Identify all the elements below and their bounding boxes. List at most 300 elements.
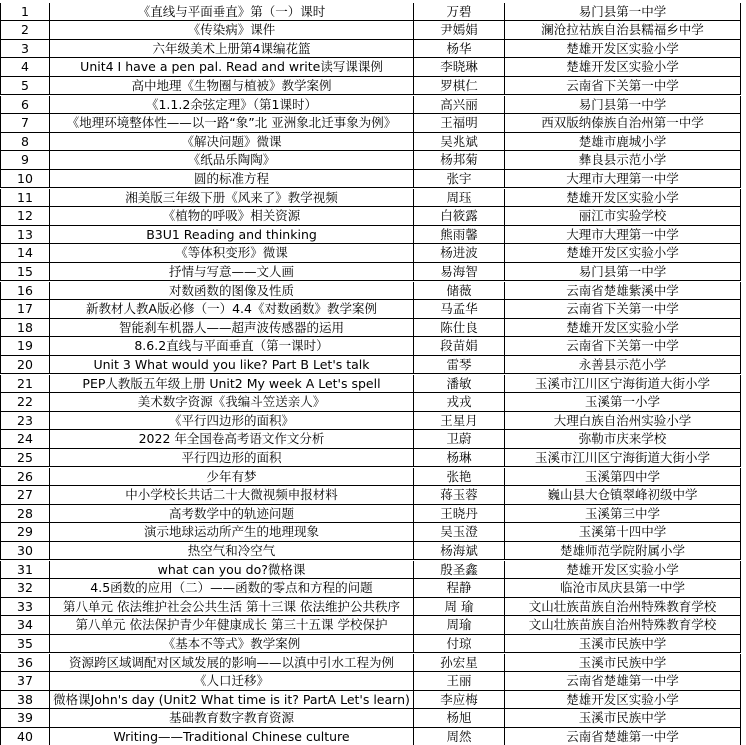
school-name-cell <box>505 337 741 356</box>
row-number: 3 <box>21 40 29 56</box>
school-name: 大理市大理第一中学 <box>566 170 679 186</box>
resource-title: 圆的标准方程 <box>193 170 269 186</box>
school-name: 云南省楚雄第一中学 <box>566 673 679 689</box>
row-number-cell <box>0 709 50 728</box>
row-number: 32 <box>17 580 33 596</box>
row-number-cell <box>0 244 50 263</box>
row-number-cell <box>0 654 50 673</box>
author-name: 卫蔚 <box>446 431 472 447</box>
author-name: 段苗娟 <box>440 338 478 354</box>
row-number: 18 <box>17 319 33 335</box>
school-name-cell <box>505 616 741 635</box>
school-name: 玉溪市江川区宁海街道大街小学 <box>534 449 710 465</box>
author-name: 杨琳 <box>446 449 472 465</box>
school-name-cell <box>505 300 741 319</box>
author-name-cell <box>414 449 505 468</box>
table-row <box>0 468 746 487</box>
author-name-cell <box>414 635 505 654</box>
resource-title-cell <box>50 635 414 654</box>
row-number: 26 <box>17 468 33 484</box>
resource-title: 8.6.2直线与平面垂直（第一课时） <box>134 338 329 354</box>
school-name-cell <box>505 486 741 505</box>
row-number: 40 <box>17 728 33 744</box>
author-name: 付琼 <box>446 635 472 651</box>
row-number-cell <box>0 21 50 40</box>
table-row <box>0 282 746 301</box>
author-name-cell <box>414 486 505 505</box>
author-name: 李应梅 <box>440 691 478 707</box>
resource-title: 《解决问题》微课 <box>181 133 282 149</box>
row-number: 9 <box>21 152 29 168</box>
author-name-cell <box>414 133 505 152</box>
author-name-cell <box>414 561 505 580</box>
table-row <box>0 691 746 710</box>
row-number-cell <box>0 672 50 691</box>
author-name-cell <box>414 96 505 115</box>
row-number: 29 <box>17 524 33 540</box>
row-number: 20 <box>17 356 33 372</box>
resource-title-cell <box>50 505 414 524</box>
school-name-cell <box>505 598 741 617</box>
table-row <box>0 579 746 598</box>
school-name-cell <box>505 133 741 152</box>
author-name: 储薇 <box>446 282 472 298</box>
row-number: 39 <box>17 710 33 726</box>
row-number-cell <box>0 133 50 152</box>
author-name: 周然 <box>446 728 472 744</box>
resource-title: Unit4 I have a pen pal. Read and write读写课课例 <box>80 59 383 75</box>
row-number: 30 <box>17 542 33 558</box>
row-number: 33 <box>17 598 33 614</box>
school-name-cell <box>505 189 741 208</box>
author-name-cell <box>414 337 505 356</box>
author-name-cell <box>414 58 505 77</box>
school-name: 云南省下关第一中学 <box>566 338 679 354</box>
resource-title: 平行四边形的面积 <box>181 449 282 465</box>
row-number-cell <box>0 691 50 710</box>
table-row <box>0 598 746 617</box>
school-name: 易门县第一中学 <box>578 96 667 112</box>
resource-title-cell <box>50 300 414 319</box>
resource-title: 2022 年全国卷高考语文作文分析 <box>138 431 325 447</box>
school-name: 永善县示范小学 <box>578 356 667 372</box>
author-name-cell <box>414 319 505 338</box>
resource-title: 少年有梦 <box>206 468 257 484</box>
author-name-cell <box>414 654 505 673</box>
row-number-cell <box>0 616 50 635</box>
author-name-cell <box>414 505 505 524</box>
resource-title: 第八单元 依法维护社会公共生活 第十三课 依法维护公共秩序 <box>63 598 400 614</box>
author-name: 杨海斌 <box>440 542 478 558</box>
school-name: 玉溪第三中学 <box>584 505 660 521</box>
author-name-cell <box>414 412 505 431</box>
author-name: 李晓琳 <box>440 59 478 75</box>
author-name: 杨旭 <box>446 710 472 726</box>
school-name-cell <box>505 207 741 226</box>
author-name: 马孟华 <box>440 301 478 317</box>
author-name: 杨邦菊 <box>440 152 478 168</box>
school-name-cell <box>505 319 741 338</box>
author-name-cell <box>414 207 505 226</box>
author-name-cell <box>414 616 505 635</box>
row-number: 16 <box>17 282 33 298</box>
resource-title-cell <box>50 3 414 22</box>
author-name: 尹嫣娟 <box>440 22 478 38</box>
author-name-cell <box>414 356 505 375</box>
school-name-cell <box>505 542 741 561</box>
school-name: 楚雄开发区实验小学 <box>566 59 679 75</box>
row-number: 21 <box>17 375 33 391</box>
resource-title-cell <box>50 21 414 40</box>
resource-title-cell <box>50 207 414 226</box>
row-number-cell <box>0 40 50 59</box>
row-number-cell <box>0 189 50 208</box>
resource-title-cell <box>50 561 414 580</box>
author-name: 杨进波 <box>440 245 478 261</box>
school-name-cell <box>505 561 741 580</box>
author-name: 王晓丹 <box>440 505 478 521</box>
school-name-cell <box>505 375 741 394</box>
row-number-cell <box>0 337 50 356</box>
resource-title-cell <box>50 468 414 487</box>
school-name: 楚雄市鹿城小学 <box>578 133 667 149</box>
row-number-cell <box>0 598 50 617</box>
row-number: 15 <box>17 263 33 279</box>
resource-title: 《等体积变形》微课 <box>175 245 288 261</box>
author-name: 孙宏星 <box>440 654 478 670</box>
resource-title-cell <box>50 282 414 301</box>
resource-title: 《平行四边形的面积》 <box>168 412 294 428</box>
author-name: 王丽 <box>446 673 472 689</box>
school-name-cell <box>505 151 741 170</box>
school-name: 玉溪第四中学 <box>584 468 660 484</box>
table-row <box>0 616 746 635</box>
school-name-cell <box>505 114 741 133</box>
row-number-cell <box>0 170 50 189</box>
school-name: 楚雄开发区实验小学 <box>566 189 679 205</box>
resource-title: 演示地球运动所产生的地理现象 <box>143 524 319 540</box>
resource-title: 《人口迁移》 <box>193 673 269 689</box>
resource-title: 《基本不等式》教学案例 <box>162 635 301 651</box>
resource-title-cell <box>50 263 414 282</box>
school-name-cell <box>505 523 741 542</box>
author-name-cell <box>414 189 505 208</box>
resource-title-cell <box>50 170 414 189</box>
resource-title: 第八单元 依法保护青少年健康成长 第三十五课 学校保护 <box>75 617 388 633</box>
author-name: 周瑜 <box>446 617 472 633</box>
resource-title-cell <box>50 58 414 77</box>
author-name: 周 瑜 <box>444 598 474 614</box>
row-number: 19 <box>17 338 33 354</box>
school-name: 巍山县大仓镇翠峰初级中学 <box>547 487 698 503</box>
author-name-cell <box>414 672 505 691</box>
school-name-cell <box>505 77 741 96</box>
resource-title-cell <box>50 151 414 170</box>
row-number-cell <box>0 449 50 468</box>
row-number: 8 <box>21 133 29 149</box>
row-number-cell <box>0 319 50 338</box>
school-name: 玉溪市江川区宁海街道大街小学 <box>534 375 710 391</box>
resource-title: Unit 3 What would you like? Part B Let's talk <box>93 356 370 372</box>
row-number-cell <box>0 579 50 598</box>
author-name: 蒋玉蓉 <box>440 487 478 503</box>
school-name-cell <box>505 96 741 115</box>
table-row <box>0 356 746 375</box>
school-name-cell <box>505 709 741 728</box>
resource-title-cell <box>50 319 414 338</box>
table-row <box>0 189 746 208</box>
resource-title-cell <box>50 728 414 745</box>
table-row <box>0 654 746 673</box>
table-row <box>0 77 746 96</box>
row-number-cell <box>0 151 50 170</box>
resource-title: 高考数学中的轨迹问题 <box>168 505 294 521</box>
school-name-cell <box>505 449 741 468</box>
table-row <box>0 207 746 226</box>
author-name-cell <box>414 77 505 96</box>
resource-title: 《传染病》课件 <box>187 22 276 38</box>
author-name: 高兴丽 <box>440 96 478 112</box>
table-row <box>0 151 746 170</box>
author-name-cell <box>414 691 505 710</box>
resource-title: 基础教育数字教育资源 <box>168 710 294 726</box>
author-name: 张宇 <box>446 170 472 186</box>
author-name-cell <box>414 244 505 263</box>
row-number: 38 <box>17 691 33 707</box>
author-name-cell <box>414 3 505 22</box>
school-name: 文山壮族苗族自治州特殊教育学校 <box>528 617 717 633</box>
author-name: 戎戎 <box>446 394 472 410</box>
resource-title: 对数函数的图像及性质 <box>168 282 294 298</box>
author-name-cell <box>414 728 505 745</box>
resource-title-cell <box>50 523 414 542</box>
table-row <box>0 449 746 468</box>
author-name-cell <box>414 523 505 542</box>
school-name: 楚雄开发区实验小学 <box>566 319 679 335</box>
row-number-cell <box>0 300 50 319</box>
resource-title: 智能刹车机器人——超声波传感器的运用 <box>118 319 344 335</box>
school-name-cell <box>505 58 741 77</box>
table-row <box>0 412 746 431</box>
resource-title-cell <box>50 430 414 449</box>
resource-title: 湘美版三年级下册《风来了》教学视频 <box>125 189 338 205</box>
school-name: 玉溪市民族中学 <box>578 635 667 651</box>
resource-title: 4.5函数的应用（二）——函数的零点和方程的问题 <box>90 580 373 596</box>
row-number: 36 <box>17 654 33 670</box>
resource-title-cell <box>50 375 414 394</box>
resource-title: 《植物的呼吸》相关资源 <box>162 208 301 224</box>
table-row <box>0 133 746 152</box>
school-name: 文山壮族苗族自治州特殊教育学校 <box>528 598 717 614</box>
school-name: 云南省楚雄第一中学 <box>566 728 679 744</box>
resource-title: 高中地理《生物圈与植被》教学案例 <box>131 77 332 93</box>
school-name: 楚雄开发区实验小学 <box>566 561 679 577</box>
school-name-cell <box>505 282 741 301</box>
author-name: 罗棋仁 <box>440 77 478 93</box>
author-name-cell <box>414 170 505 189</box>
school-name: 玉溪市民族中学 <box>578 654 667 670</box>
author-name-cell <box>414 430 505 449</box>
row-number-cell <box>0 96 50 115</box>
school-name: 玉溪市民族中学 <box>578 710 667 726</box>
resource-title-cell <box>50 709 414 728</box>
resource-title: 新教材人教A版必修（一）4.4《对数函数》教学案例 <box>86 301 377 317</box>
author-name-cell <box>414 542 505 561</box>
row-number-cell <box>0 523 50 542</box>
table-row <box>0 21 746 40</box>
table-row <box>0 542 746 561</box>
author-name: 吴玉澄 <box>440 524 478 540</box>
school-name-cell <box>505 579 741 598</box>
row-number: 2 <box>21 22 29 38</box>
row-number: 24 <box>17 431 33 447</box>
school-name-cell <box>505 226 741 245</box>
table-row <box>0 393 746 412</box>
resource-title: 中小学校长共话二十大微视频申报材料 <box>125 487 338 503</box>
school-name: 云南省下关第一中学 <box>566 77 679 93</box>
school-name: 楚雄开发区实验小学 <box>566 245 679 261</box>
resource-title-cell <box>50 226 414 245</box>
table-row <box>0 486 746 505</box>
row-number: 35 <box>17 635 33 651</box>
resource-title: 抒情与写意——文人画 <box>168 263 294 279</box>
table-row <box>0 523 746 542</box>
row-number-cell <box>0 58 50 77</box>
author-name-cell <box>414 282 505 301</box>
school-name: 丽江市实验学校 <box>578 208 667 224</box>
row-number-cell <box>0 393 50 412</box>
resource-title-cell <box>50 114 414 133</box>
table-row <box>0 114 746 133</box>
resource-title-cell <box>50 244 414 263</box>
row-number: 37 <box>17 673 33 689</box>
resource-title: 美术数字资源《我编斗笠送亲人》 <box>137 394 326 410</box>
row-number-cell <box>0 430 50 449</box>
row-number-cell <box>0 207 50 226</box>
school-name: 大理白族自治州实验小学 <box>553 412 692 428</box>
resource-title-cell <box>50 96 414 115</box>
row-number: 17 <box>17 301 33 317</box>
resource-title-cell <box>50 337 414 356</box>
school-name: 云南省下关第一中学 <box>566 301 679 317</box>
school-name: 易门县第一中学 <box>578 263 667 279</box>
resource-title-cell <box>50 672 414 691</box>
resource-title: PEP人教版五年级上册 Unit2 My week A Let's spell <box>82 375 381 391</box>
resource-title-cell <box>50 356 414 375</box>
row-number: 4 <box>21 59 29 75</box>
school-name-cell <box>505 170 741 189</box>
resource-title-cell <box>50 579 414 598</box>
author-name: 程静 <box>446 580 472 596</box>
school-name: 临沧市凤庆县第一中学 <box>559 580 685 596</box>
row-number-cell <box>0 114 50 133</box>
school-name-cell <box>505 263 741 282</box>
resource-title: B3U1 Reading and thinking <box>146 226 317 242</box>
row-number: 12 <box>17 208 33 224</box>
author-name: 殷圣鑫 <box>440 561 478 577</box>
table-row <box>0 319 746 338</box>
resource-title-cell <box>50 412 414 431</box>
row-number-cell <box>0 412 50 431</box>
school-name: 澜沧拉祜族自治县糯福乡中学 <box>541 22 704 38</box>
school-name-cell <box>505 654 741 673</box>
resource-title: 《地理环境整体性——以一路“象”北 亚洲象北迁事象为例》 <box>66 115 397 131</box>
author-name-cell <box>414 579 505 598</box>
row-number-cell <box>0 3 50 22</box>
table-row <box>0 263 746 282</box>
row-number: 25 <box>17 449 33 465</box>
author-name-cell <box>414 598 505 617</box>
school-name-cell <box>505 691 741 710</box>
resource-title-cell <box>50 598 414 617</box>
author-name-cell <box>414 151 505 170</box>
school-name: 楚雄开发区实验小学 <box>566 691 679 707</box>
school-name-cell <box>505 356 741 375</box>
author-name-cell <box>414 263 505 282</box>
author-name: 白筱露 <box>440 208 478 224</box>
row-number: 27 <box>17 487 33 503</box>
author-name: 雷琴 <box>446 356 472 372</box>
row-number: 23 <box>17 412 33 428</box>
resource-title-cell <box>50 691 414 710</box>
row-number: 7 <box>21 115 29 131</box>
school-name-cell <box>505 672 741 691</box>
resource-title-cell <box>50 133 414 152</box>
row-number: 1 <box>21 3 29 19</box>
author-name-cell <box>414 300 505 319</box>
table-row <box>0 635 746 654</box>
resource-title: 热空气和冷空气 <box>187 542 276 558</box>
resource-title-cell <box>50 486 414 505</box>
resource-title: 资源跨区域调配对区域发展的影响——以滇中引水工程为例 <box>68 654 394 670</box>
row-number-cell <box>0 282 50 301</box>
author-name: 王星月 <box>440 412 478 428</box>
author-name-cell <box>414 114 505 133</box>
row-number-cell <box>0 505 50 524</box>
row-number: 13 <box>17 226 33 242</box>
row-number: 31 <box>17 561 33 577</box>
row-number: 6 <box>21 96 29 112</box>
row-number-cell <box>0 356 50 375</box>
row-number-cell <box>0 226 50 245</box>
author-name-cell <box>414 393 505 412</box>
resource-title-cell <box>50 393 414 412</box>
resource-title: Writing——Traditional Chinese culture <box>113 728 350 744</box>
table-row <box>0 430 746 449</box>
table-row <box>0 505 746 524</box>
resource-title-cell <box>50 542 414 561</box>
table-row <box>0 375 746 394</box>
resource-title-cell <box>50 40 414 59</box>
row-number: 28 <box>17 505 33 521</box>
school-name: 玉溪第十四中学 <box>578 524 667 540</box>
school-name-cell <box>505 393 741 412</box>
table-row <box>0 3 746 22</box>
author-name: 易海智 <box>440 263 478 279</box>
author-name: 王福明 <box>440 115 478 131</box>
row-number: 5 <box>21 77 29 93</box>
school-name-cell <box>505 505 741 524</box>
row-number-cell <box>0 468 50 487</box>
school-name: 西双版纳傣族自治州第一中学 <box>541 115 704 131</box>
resource-title-cell <box>50 189 414 208</box>
author-name: 潘敏 <box>446 375 472 391</box>
row-number-cell <box>0 542 50 561</box>
row-number-cell <box>0 728 50 745</box>
school-name-cell <box>505 468 741 487</box>
resource-title: 《纸品乐陶陶》 <box>187 152 276 168</box>
resource-title: what can you do?微格课 <box>157 561 306 577</box>
